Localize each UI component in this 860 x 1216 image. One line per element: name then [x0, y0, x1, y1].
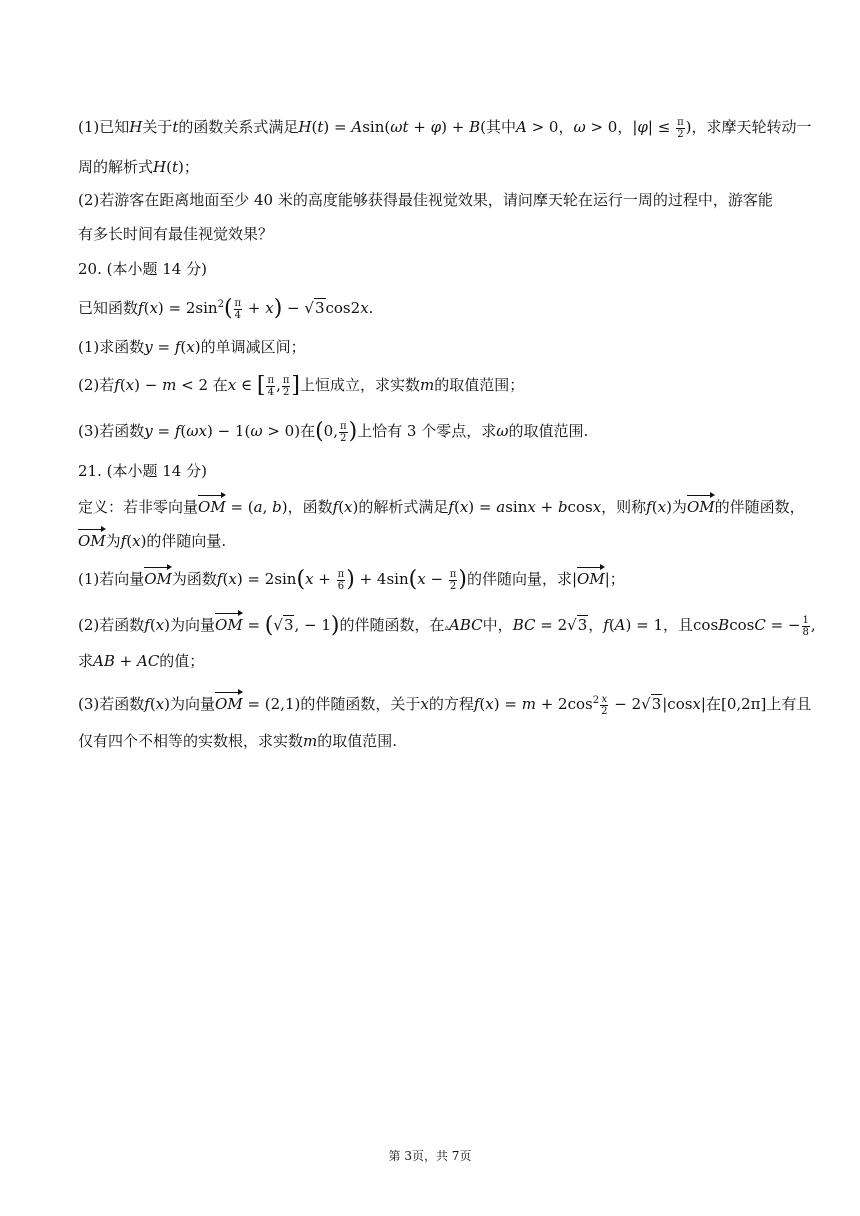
- text: 在: [212, 376, 228, 394]
- q21-part3-line1: (3)若函数f(x)为向量OM = (2,1)的伴随函数，关于x的方程$f(x) = m + 2\cos^2$ $\frac{x}{2}$ − 2√3|cosx|在[0,2π]上有且: [78, 690, 784, 717]
- text: 的函数关系式满足: [178, 118, 299, 136]
- text: 上恰有 3 个零点，求: [357, 422, 497, 440]
- text: 的解析式满足: [358, 498, 449, 516]
- text: 关于: [142, 118, 173, 136]
- text: 的单调减区间；: [200, 338, 306, 356]
- q19-part2-line2: 有多长时间有最佳视觉效果？: [78, 225, 274, 243]
- page-footer: 第 3页，共 7页: [388, 1149, 472, 1163]
- text: (1)若向量: [78, 570, 145, 588]
- q21-header: 21. (本小题 14 分): [78, 462, 207, 480]
- q21-part2-line2: 求AB + AC的值；: [78, 652, 205, 670]
- text: 的伴随函数，在: [339, 616, 445, 634]
- text: 的伴随向量.: [146, 532, 227, 550]
- text: 的值；: [159, 652, 205, 670]
- text: 为: [105, 532, 121, 550]
- text: (其中: [480, 118, 516, 136]
- q21-part3-line2: 仅有四个不相等的实数根，求实数m的取值范围.: [78, 732, 398, 750]
- q19-part2-line1: (2)若游客在距离地面至少 40 米的高度能够获得最佳视觉效果，请问摩天轮在运行一周的过程中，游客能: [78, 191, 773, 209]
- text: (3)若函数: [78, 422, 145, 440]
- text: 的取值范围；: [434, 376, 525, 394]
- text: 为: [671, 498, 687, 516]
- text: 在: [705, 695, 721, 713]
- text: 仅有四个不相等的实数根，求实数: [78, 732, 304, 750]
- q21-definition-line1: 定义：若非零向量OM = (a, b)，函数f(x)的解析式满足f(x) = asinx + bcosx，则称f(x)为OM的伴随函数，: [78, 494, 784, 518]
- text: 中，: [482, 616, 513, 634]
- text: 上有且: [766, 695, 812, 713]
- text: 在: [300, 422, 316, 440]
- q21-definition-line2: OM为f(x)的伴随向量.: [78, 528, 784, 552]
- q19-part1-line2: 周的解析式H(t)；: [78, 158, 199, 176]
- text: ，函数: [287, 498, 333, 516]
- text: (3)若函数: [78, 695, 145, 713]
- text: 定义：若非零向量: [78, 498, 199, 516]
- text: 的方程: [428, 695, 474, 713]
- text: 为向量: [170, 695, 216, 713]
- q19-part1-line1: (1)已知H关于t的函数关系式满足H(t) = Asin(ωt + φ) + B(其中A > 0，ω > 0，|φ| ≤ $\frac{\pi}{2}$ )，求摩天轮转动一: [78, 116, 812, 140]
- text: ，则称: [601, 498, 647, 516]
- text: 为函数: [171, 570, 217, 588]
- text: 周的解析式: [78, 158, 154, 176]
- text: 的伴随向量，求: [466, 570, 572, 588]
- q20-header: 20. (本小题 14 分): [78, 260, 207, 278]
- text: (1)求函数: [78, 338, 145, 356]
- text: 的伴随函数，关于: [300, 695, 421, 713]
- text: 的取值范围.: [508, 422, 589, 440]
- q20-stem: 已知函数$f(x) = 2\sin^2$( $\frac{\pi}{4}$ + x) − √3cos2x.: [78, 296, 374, 321]
- text: 的伴随函数，: [714, 498, 805, 516]
- text: 上恒成立，求实数: [300, 376, 421, 394]
- text: (2)若: [78, 376, 115, 394]
- q21-part1: (1)若向量OM为函数f(x) = 2sin(x + $\frac{\pi}{6}$ ) + 4sin(x − $\frac{\pi}{2}$ )的伴随向量，求|OM|；: [78, 567, 625, 592]
- q21-part2-line1: (2)若函数f(x)为向量OM = (√3, − 1)的伴随函数，在▵ABC中，BC = 2√3，f(A) = 1，且cosBcosC = − $\frac{1}{8}$ ,: [78, 613, 816, 638]
- text: ；: [183, 158, 199, 176]
- text: ，且: [663, 616, 694, 634]
- text: (1)已知: [78, 118, 130, 136]
- text: ；: [609, 570, 625, 588]
- q20-part1: (1)求函数y = f(x)的单调减区间；: [78, 338, 306, 356]
- text: 为向量: [170, 616, 216, 634]
- text: ，求摩天轮转动一: [691, 118, 812, 136]
- q20-part3: (3)若函数y = f(ωx) − 1(ω > 0)在(0, $\frac{\pi}{2}$ )上恰有 3 个零点，求ω的取值范围.: [78, 419, 589, 444]
- text: (2)若函数: [78, 616, 145, 634]
- text: 求: [78, 652, 94, 670]
- text: 已知函数: [78, 299, 139, 317]
- q20-part2: (2)若f(x) − m < 2 在x ∈ [ $\frac{\pi}{4}$ , $\frac{\pi}{2}$ ]上恒成立，求实数m的取值范围；: [78, 373, 525, 398]
- text: 的取值范围.: [317, 732, 398, 750]
